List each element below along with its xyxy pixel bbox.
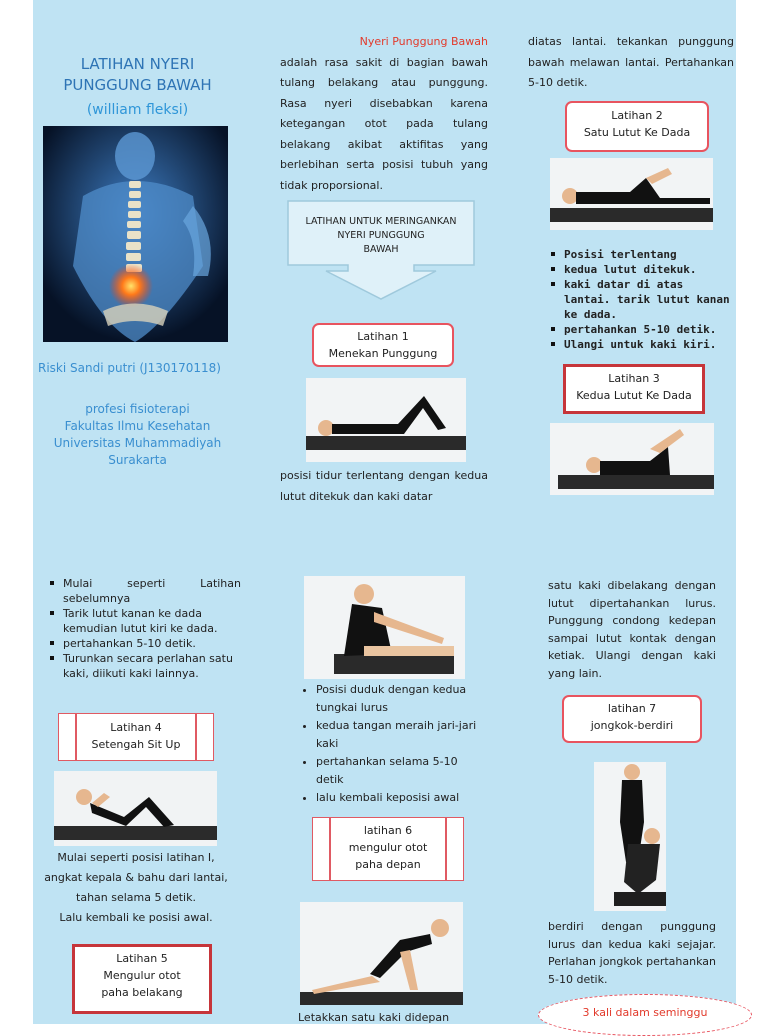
list-item: pertahankan 5-10 detik.: [63, 636, 241, 651]
latihan4-desc-3: tahan selama 5 detik.: [76, 891, 196, 904]
latihan6-desc: Letakkan satu kaki didepan: [298, 1011, 450, 1024]
brochure-title: [40, 54, 235, 96]
latihan6-label-1: latihan 6: [363, 824, 413, 837]
latihan5-label-1: Latihan 5: [116, 952, 168, 965]
latihan3-bullets: [45, 576, 241, 681]
institution-line-2: Fakultas Ilmu Kesehatan: [64, 419, 211, 433]
title-line-1: LATIHAN NYERI: [80, 55, 195, 73]
list-item: pertahankan 5-10 detik.: [564, 322, 734, 337]
latihan2-bullets: [546, 247, 734, 352]
latihan7-label-1: latihan 7: [607, 702, 657, 715]
latihan4-desc-1: Mulai seperti posisi latihan I,: [57, 851, 215, 864]
latihan1-desc: posisi tidur terlentang dengan kedua lutut ditekuk dan kaki datar: [280, 469, 488, 503]
latihan1-label-2: Menekan Punggung: [328, 347, 438, 360]
latihan5-label-2: Mengulur otot: [103, 969, 181, 982]
latihan6-label-box: [312, 817, 464, 881]
list-item: Mulai seperti Latihan sebelumnya: [63, 577, 241, 605]
list-item: Turunkan secara perlahan satu kaki, diikuti kaki lainnya.: [63, 651, 241, 681]
list-item: Ulangi untuk kaki kiri.: [564, 337, 734, 352]
intro-paragraph: [280, 32, 488, 196]
arrow-line-3: BAWAH: [363, 244, 399, 255]
latihan3-label-2: Kedua Lutut Ke Dada: [576, 389, 692, 402]
latihan3-label-1: Latihan 3: [608, 372, 660, 385]
latihan5-bullets: [298, 681, 483, 807]
list-item: Tarik lutut kanan ke dada kemudian lutut kiri ke dada.: [63, 606, 241, 636]
institution-block: [40, 401, 235, 469]
arrow-line-1: LATIHAN UNTUK MERINGANKAN: [305, 216, 457, 227]
title-line-2: PUNGGUNG BAWAH: [63, 76, 212, 94]
latihan1-desc-cont: diatas lantai. tekankan punggung bawah melawan lantai. Pertahankan 5-10 detik.: [528, 35, 734, 89]
latihan1-photo: [306, 378, 466, 462]
latihan3-label-box: [563, 364, 705, 414]
latihan7-label-2: jongkok-berdiri: [590, 719, 674, 732]
arrow-line-2: NYERI PUNGGUNG: [337, 230, 425, 241]
list-item: • pertahankan selama 5-10 detik: [316, 753, 483, 789]
latihan1-label-1: Latihan 1: [357, 330, 409, 343]
latihan4-label-1: Latihan 4: [110, 721, 162, 734]
latihan5-label-box: [72, 944, 212, 1014]
arrow-callout: [286, 199, 476, 301]
latihan2-label-2: Satu Lutut Ke Dada: [583, 126, 691, 139]
spine-anatomy-image: [43, 126, 228, 342]
author-name: Riski Sandi putri (J130170118): [38, 361, 221, 375]
institution-line-1: profesi fisioterapi: [85, 402, 190, 416]
latihan6-photo: [300, 902, 463, 1005]
latihan1-label-box: [312, 323, 454, 367]
list-item: • Posisi duduk dengan kedua tungkai lurus: [316, 681, 483, 717]
list-item: kedua lutut ditekuk.: [564, 262, 734, 277]
latihan2-photo: [550, 158, 713, 230]
latihan4-desc-2: angkat kepala & bahu dari lantai,: [44, 871, 228, 884]
intro-highlight: Nyeri Punggung Bawah: [359, 35, 488, 48]
list-item: Posisi terlentang: [564, 247, 734, 262]
latihan5-photo: [304, 576, 465, 679]
brochure-subtitle: (william fleksi): [86, 102, 189, 118]
latihan4-photo: [54, 771, 217, 846]
latihan4-desc-4: Lalu kembali ke posisi awal.: [59, 911, 213, 924]
latihan2-label-1: Latihan 2: [611, 109, 663, 122]
latihan6-label-2: mengulur otot: [348, 841, 428, 854]
footer-note-oval: [538, 994, 752, 1036]
intro-text: adalah rasa sakit di bagian bawah tulang belakang atau punggung. Rasa nyeri disebabkan karena ketegangan otot pada tulang belakang akibat aktifitas yang berlebihan serta posisi tubuh yang tidak proporsional.: [280, 55, 488, 192]
latihan6-label-3: paha depan: [355, 858, 421, 871]
latihan3-photo: [550, 423, 714, 495]
latihan7-photo: [594, 762, 666, 911]
latihan4-label-2: Setengah Sit Up: [91, 738, 181, 751]
latihan4-desc: [36, 848, 236, 928]
latihan4-label-box: [58, 713, 214, 761]
latihan7-label-box: [562, 695, 702, 743]
institution-line-4: Surakarta: [108, 453, 167, 467]
latihan7-desc: berdiri dengan punggung lurus dan kedua kaki sejajar. Perlahan jongkok pertahankan 5-10 detik.: [548, 920, 716, 986]
list-item: kaki datar di atas lantai. tarik lutut kanan ke dada.: [564, 277, 734, 322]
list-item: • lalu kembali keposisi awal: [316, 789, 483, 807]
latihan2-label-box: [565, 101, 709, 152]
list-item: • kedua tangan meraih jari-jari kaki: [316, 717, 483, 753]
institution-line-3: Universitas Muhammadiyah: [53, 436, 222, 450]
latihan5-label-3: paha belakang: [101, 986, 183, 999]
latihan6-desc-cont: satu kaki dibelakang dengan lutut dipertahankan lurus. Punggung condong kedepan sampai lutut kontak dengan ketiak. Ulangi dengan kaki yang lain.: [548, 579, 716, 680]
footer-note: 3 kali dalam seminggu: [582, 1006, 708, 1019]
